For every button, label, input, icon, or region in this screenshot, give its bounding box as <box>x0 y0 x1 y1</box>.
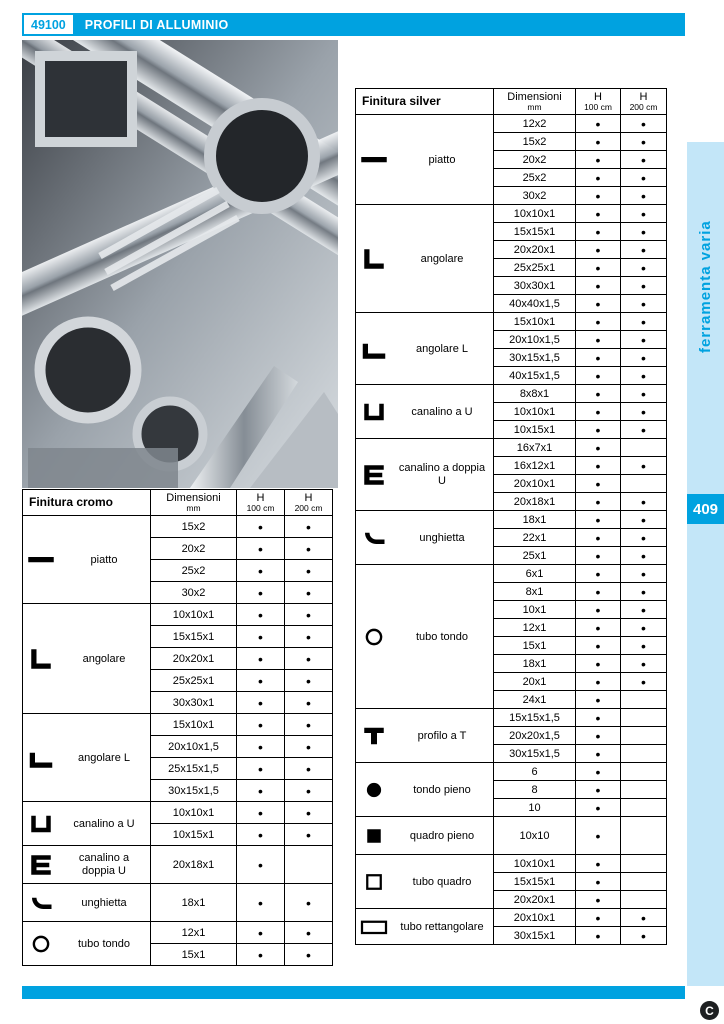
profile-name: canalino a doppia U <box>78 852 130 877</box>
table-row <box>356 313 667 331</box>
h200-availability: • <box>285 736 333 758</box>
table-row <box>356 565 667 583</box>
h100-availability: • <box>576 709 621 727</box>
h100-availability: • <box>237 582 285 604</box>
h100-availability: • <box>576 745 621 763</box>
profile-name: piatto <box>90 553 118 566</box>
category-label: ferramenta varia <box>697 220 714 354</box>
h200-availability: • <box>285 714 333 736</box>
profile-group <box>23 802 151 846</box>
h100-availability: • <box>237 604 285 626</box>
canalino-u-icon <box>359 397 391 427</box>
h100-availability: • <box>576 133 621 151</box>
table-row <box>23 922 333 944</box>
category-sideband <box>687 142 724 986</box>
h200-availability: • <box>285 604 333 626</box>
dimension-value: 15x15x1 <box>151 626 237 648</box>
h200-availability <box>621 439 667 457</box>
h100-availability: • <box>237 538 285 560</box>
h100-availability: • <box>237 824 285 846</box>
dimension-value: 12x1 <box>151 922 237 944</box>
h100-availability: • <box>576 691 621 709</box>
table-finitura-cromo <box>22 489 332 966</box>
h100-availability: • <box>237 736 285 758</box>
dimension-value: 8x8x1 <box>494 385 576 403</box>
h100-availability: • <box>576 457 621 475</box>
h200-availability: • <box>621 493 667 511</box>
h100-availability: • <box>576 873 621 891</box>
h200-availability: • <box>621 619 667 637</box>
dimension-value: 24x1 <box>494 691 576 709</box>
h200-availability: • <box>285 922 333 944</box>
profile-table-silver <box>355 88 667 945</box>
h100-availability: • <box>576 151 621 169</box>
h200-availability: • <box>621 259 667 277</box>
table-row <box>356 385 667 403</box>
h200-availability: • <box>621 927 667 945</box>
profile-name: unghietta <box>81 896 127 909</box>
page-title: PROFILI DI ALLUMINIO <box>84 17 229 32</box>
h100-availability: • <box>576 205 621 223</box>
h100-availability: • <box>576 331 621 349</box>
h200-availability: • <box>621 385 667 403</box>
profile-group <box>356 205 494 313</box>
h200-availability: • <box>285 582 333 604</box>
h200-availability: • <box>285 780 333 802</box>
h200-availability: • <box>285 538 333 560</box>
h100-availability: • <box>237 846 285 884</box>
profile-name: tondo pieno <box>413 783 471 796</box>
h100-availability: • <box>576 855 621 873</box>
h200-availability: • <box>621 565 667 583</box>
dimension-value: 20x10x1,5 <box>151 736 237 758</box>
h100-availability: • <box>237 758 285 780</box>
h100-availability: • <box>576 511 621 529</box>
h200-availability: • <box>285 648 333 670</box>
dimension-value: 20x20x1 <box>494 891 576 909</box>
table-finitura-silver <box>355 88 666 945</box>
h200-availability <box>621 727 667 745</box>
dimension-value: 15x10x1 <box>494 313 576 331</box>
h100-availability: • <box>576 529 621 547</box>
profile-name: angolare <box>420 252 464 265</box>
h100-availability: • <box>576 781 621 799</box>
h200-availability: • <box>621 673 667 691</box>
dimension-value: 20x1 <box>494 673 576 691</box>
h100-availability: • <box>576 727 621 745</box>
dimension-value: 25x1 <box>494 547 576 565</box>
dimension-value: 8 <box>494 781 576 799</box>
h200-availability: • <box>285 758 333 780</box>
dimension-value: 40x40x1,5 <box>494 295 576 313</box>
h200-availability: • <box>621 583 667 601</box>
h100-availability: • <box>237 692 285 714</box>
h200-availability <box>621 763 667 781</box>
h200-availability: • <box>285 692 333 714</box>
h100-availability: • <box>576 169 621 187</box>
unghietta-icon <box>359 523 391 553</box>
dimension-value: 30x30x1 <box>151 692 237 714</box>
h200-availability: • <box>621 637 667 655</box>
profile-group <box>356 439 494 511</box>
dimension-value: 12x2 <box>494 115 576 133</box>
h100-availability: • <box>576 259 621 277</box>
h100-availability: • <box>237 884 285 922</box>
h100-availability: • <box>576 655 621 673</box>
table-row <box>356 115 667 133</box>
profile-group <box>23 922 151 966</box>
h100-availability: • <box>576 909 621 927</box>
angolare-l-icon <box>26 743 58 773</box>
dimension-value: 40x15x1,5 <box>494 367 576 385</box>
profile-name: angolare <box>82 652 126 665</box>
h200-availability: • <box>285 560 333 582</box>
dimension-value: 18x1 <box>494 655 576 673</box>
aluminium-profiles-photo <box>22 40 338 488</box>
profile-name: profilo a T <box>417 729 467 742</box>
profile-group <box>356 817 494 855</box>
profile-group <box>356 313 494 385</box>
h100-availability: • <box>237 648 285 670</box>
quadro-pieno-icon <box>359 821 391 851</box>
h100-availability: • <box>237 780 285 802</box>
tubo-tondo-icon <box>359 622 391 652</box>
publisher-logo-icon: C <box>700 1001 719 1020</box>
h100-availability: • <box>576 673 621 691</box>
dimension-value: 20x10x1 <box>494 475 576 493</box>
h100-availability: • <box>237 560 285 582</box>
dimension-value: 18x1 <box>151 884 237 922</box>
h200-availability: • <box>285 824 333 846</box>
h100-availability: • <box>576 799 621 817</box>
dimension-value: 6 <box>494 763 576 781</box>
dimension-value: 30x15x1 <box>494 927 576 945</box>
dimension-value: 15x15x1 <box>494 873 576 891</box>
col-h-200: H 200 cm <box>285 490 333 516</box>
h200-availability <box>621 745 667 763</box>
h100-availability: • <box>237 714 285 736</box>
h200-availability: • <box>621 367 667 385</box>
profile-group <box>23 604 151 714</box>
h100-availability: • <box>576 619 621 637</box>
profile-group <box>356 855 494 909</box>
h100-availability: • <box>576 493 621 511</box>
table-title: Finitura cromo <box>23 490 151 516</box>
canalino-doppia-u-icon <box>26 850 58 880</box>
dimension-value: 30x15x1,5 <box>494 349 576 367</box>
profile-group <box>23 884 151 922</box>
table-row <box>23 604 333 626</box>
dimension-value: 10x1 <box>494 601 576 619</box>
h100-availability: • <box>576 223 621 241</box>
h100-availability: • <box>576 891 621 909</box>
h200-availability <box>621 709 667 727</box>
dimension-value: 10 <box>494 799 576 817</box>
h100-availability: • <box>576 421 621 439</box>
h100-availability: • <box>576 547 621 565</box>
article-code: 49100 <box>24 15 73 34</box>
profile-group <box>23 516 151 604</box>
dimension-value: 20x2 <box>494 151 576 169</box>
h200-availability: • <box>621 421 667 439</box>
dimension-value: 16x7x1 <box>494 439 576 457</box>
profile-name: tubo rettangolare <box>400 920 484 933</box>
table-row <box>356 763 667 781</box>
h100-availability: • <box>576 313 621 331</box>
dimension-value: 25x25x1 <box>151 670 237 692</box>
table-row <box>23 846 333 884</box>
h100-availability: • <box>576 583 621 601</box>
h100-availability: • <box>576 241 621 259</box>
dimension-value: 20x18x1 <box>494 493 576 511</box>
dimension-value: 16x12x1 <box>494 457 576 475</box>
canalino-doppia-u-icon <box>359 460 391 490</box>
dimension-value: 20x10x1,5 <box>494 331 576 349</box>
h200-availability <box>285 846 333 884</box>
h200-availability: • <box>621 205 667 223</box>
h200-availability: • <box>621 223 667 241</box>
profile-group <box>23 846 151 884</box>
h100-availability: • <box>237 922 285 944</box>
col-h-100: H 100 cm <box>576 89 621 115</box>
h200-availability: • <box>621 349 667 367</box>
h100-availability: • <box>237 802 285 824</box>
h200-availability: • <box>621 457 667 475</box>
dimension-value: 15x15x1,5 <box>494 709 576 727</box>
profile-name: tubo tondo <box>416 630 468 643</box>
table-row <box>356 909 667 927</box>
h200-availability: • <box>621 601 667 619</box>
dimension-value: 10x10x1 <box>494 403 576 421</box>
dimension-value: 6x1 <box>494 565 576 583</box>
h100-availability: • <box>576 927 621 945</box>
h200-availability <box>621 475 667 493</box>
profile-name: tubo quadro <box>412 875 472 888</box>
dimension-value: 8x1 <box>494 583 576 601</box>
dimension-value: 15x1 <box>151 944 237 966</box>
piatto-icon <box>359 145 391 175</box>
profile-group <box>23 714 151 802</box>
h200-availability: • <box>621 331 667 349</box>
h200-availability <box>621 817 667 855</box>
col-h-200: H 200 cm <box>621 89 667 115</box>
h200-availability: • <box>621 151 667 169</box>
dimension-value: 25x2 <box>494 169 576 187</box>
table-row <box>356 511 667 529</box>
table-row <box>23 884 333 922</box>
table-row <box>356 855 667 873</box>
dimension-value: 20x10x1 <box>494 909 576 927</box>
dimension-value: 10x10x1 <box>494 205 576 223</box>
h100-availability: • <box>576 367 621 385</box>
dimension-value: 10x10x1 <box>494 855 576 873</box>
h200-availability: • <box>621 241 667 259</box>
profile-name: canalino a U <box>411 405 473 418</box>
profile-name: piatto <box>428 153 456 166</box>
col-dimensioni: Dimensioni mm <box>151 490 237 516</box>
h200-availability: • <box>621 655 667 673</box>
profile-group <box>356 511 494 565</box>
table-row <box>356 205 667 223</box>
tubo-quadro-icon <box>359 867 391 897</box>
dimension-value: 15x10x1 <box>151 714 237 736</box>
dimension-value: 10x10x1 <box>151 604 237 626</box>
profile-group <box>356 115 494 205</box>
unghietta-icon <box>26 888 58 918</box>
dimension-value: 10x10 <box>494 817 576 855</box>
table-row <box>356 817 667 855</box>
h100-availability: • <box>576 439 621 457</box>
profile-group <box>356 385 494 439</box>
h100-availability: • <box>237 944 285 966</box>
tondo-pieno-icon <box>359 775 391 805</box>
h200-availability <box>621 799 667 817</box>
h100-availability: • <box>576 601 621 619</box>
dimension-value: 10x10x1 <box>151 802 237 824</box>
page-number-badge: 409 <box>687 494 724 524</box>
tubo-rettangolare-icon <box>359 912 391 942</box>
dimension-value: 30x30x1 <box>494 277 576 295</box>
h200-availability: • <box>621 295 667 313</box>
h200-availability: • <box>621 403 667 421</box>
dimension-value: 20x20x1 <box>151 648 237 670</box>
dimension-value: 18x1 <box>494 511 576 529</box>
h200-availability: • <box>285 670 333 692</box>
profile-name: unghietta <box>419 531 465 544</box>
h200-availability: • <box>285 626 333 648</box>
h200-availability: • <box>285 516 333 538</box>
angolare-icon <box>359 244 391 274</box>
dimension-value: 20x20x1,5 <box>494 727 576 745</box>
dimension-value: 30x15x1,5 <box>151 780 237 802</box>
h200-availability <box>621 891 667 909</box>
h100-availability: • <box>237 516 285 538</box>
h100-availability: • <box>576 565 621 583</box>
h200-availability: • <box>621 277 667 295</box>
table-row <box>356 439 667 457</box>
profile-name: canalino a doppia U <box>398 462 486 487</box>
h100-availability: • <box>576 187 621 205</box>
dimension-value: 15x2 <box>494 133 576 151</box>
h100-availability: • <box>576 817 621 855</box>
h200-availability: • <box>285 944 333 966</box>
h200-availability <box>621 855 667 873</box>
h100-availability: • <box>576 115 621 133</box>
dimension-value: 30x2 <box>494 187 576 205</box>
h200-availability: • <box>621 529 667 547</box>
table-row <box>23 516 333 538</box>
dimension-value: 20x20x1 <box>494 241 576 259</box>
tubo-tondo-icon <box>26 929 58 959</box>
col-dimensioni: Dimensioni mm <box>494 89 576 115</box>
h200-availability: • <box>621 909 667 927</box>
h200-availability: • <box>621 133 667 151</box>
h100-availability: • <box>576 475 621 493</box>
dimension-value: 20x2 <box>151 538 237 560</box>
angolare-icon <box>26 644 58 674</box>
table-row <box>23 714 333 736</box>
dimension-value: 25x15x1,5 <box>151 758 237 780</box>
h200-availability <box>621 691 667 709</box>
h100-availability: • <box>237 670 285 692</box>
photo-illustration <box>22 40 338 488</box>
h100-availability: • <box>237 626 285 648</box>
profile-name: tubo tondo <box>78 937 130 950</box>
profile-group <box>356 709 494 763</box>
dimension-value: 15x1 <box>494 637 576 655</box>
profile-group <box>356 565 494 709</box>
dimension-value: 22x1 <box>494 529 576 547</box>
profile-name: angolare L <box>78 751 130 764</box>
profile-name: canalino a U <box>73 817 135 830</box>
profile-table-cromo <box>22 489 333 966</box>
h100-availability: • <box>576 637 621 655</box>
piatto-icon <box>26 545 58 575</box>
profile-name: quadro pieno <box>409 829 475 842</box>
profile-group <box>356 909 494 945</box>
h200-availability: • <box>621 187 667 205</box>
dimension-value: 25x2 <box>151 560 237 582</box>
h200-availability: • <box>621 169 667 187</box>
h200-availability <box>621 873 667 891</box>
h200-availability: • <box>285 802 333 824</box>
dimension-value: 10x15x1 <box>494 421 576 439</box>
col-h-100: H 100 cm <box>237 490 285 516</box>
dimension-value: 15x15x1 <box>494 223 576 241</box>
dimension-value: 25x25x1 <box>494 259 576 277</box>
h200-availability: • <box>621 115 667 133</box>
profile-name: angolare L <box>416 342 468 355</box>
profilo-t-icon <box>359 721 391 751</box>
dimension-value: 30x2 <box>151 582 237 604</box>
h200-availability: • <box>621 547 667 565</box>
h200-availability: • <box>621 313 667 331</box>
h100-availability: • <box>576 277 621 295</box>
h100-availability: • <box>576 385 621 403</box>
h100-availability: • <box>576 403 621 421</box>
h100-availability: • <box>576 349 621 367</box>
angolare-l-icon <box>359 334 391 364</box>
h200-availability: • <box>621 511 667 529</box>
dimension-value: 30x15x1,5 <box>494 745 576 763</box>
dimension-value: 15x2 <box>151 516 237 538</box>
h200-availability <box>621 781 667 799</box>
table-row <box>23 802 333 824</box>
h100-availability: • <box>576 763 621 781</box>
header-bar <box>22 13 685 36</box>
canalino-u-icon <box>26 809 58 839</box>
dimension-value: 20x18x1 <box>151 846 237 884</box>
profile-group <box>356 763 494 817</box>
dimension-value: 10x15x1 <box>151 824 237 846</box>
dimension-value: 12x1 <box>494 619 576 637</box>
table-row <box>356 709 667 727</box>
table-title: Finitura silver <box>356 89 494 115</box>
h100-availability: • <box>576 295 621 313</box>
footer-bar <box>22 986 685 999</box>
h200-availability: • <box>285 884 333 922</box>
